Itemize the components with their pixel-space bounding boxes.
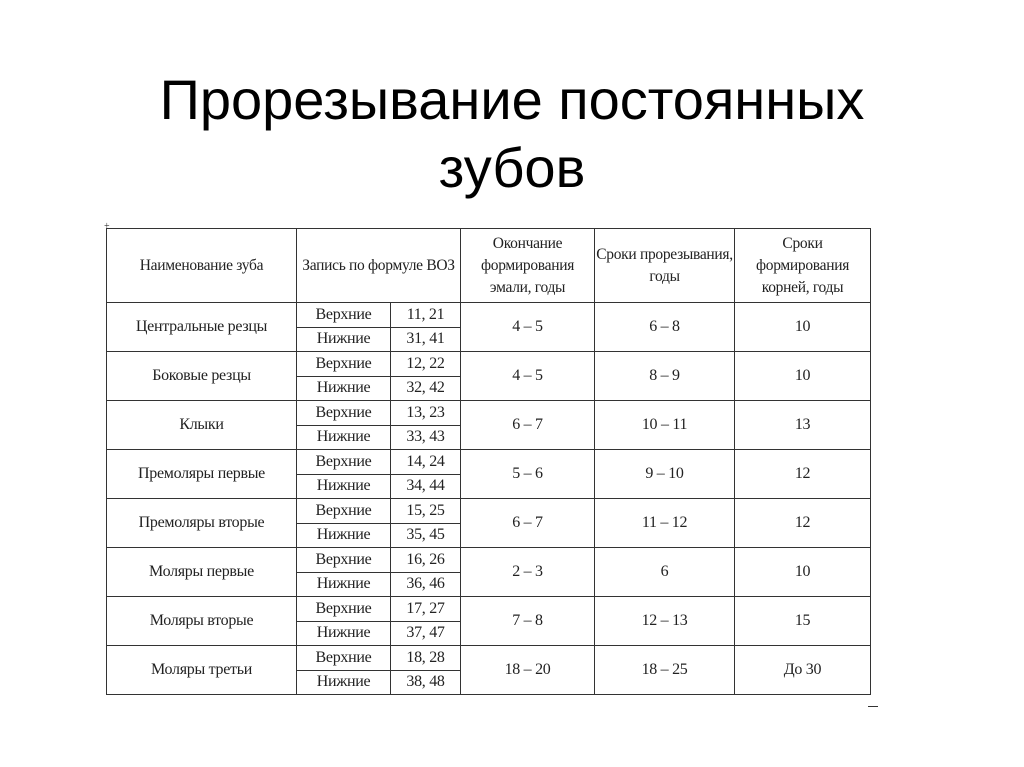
tooth-name-cell: Центральные резцы <box>107 303 297 352</box>
jaw-label-cell: Верхние <box>297 352 391 377</box>
eruption-cell: 11 – 12 <box>595 499 735 548</box>
jaw-label-cell: Верхние <box>297 450 391 475</box>
who-code-cell: 13, 23 <box>391 401 461 426</box>
header-who-formula: Запись по формуле ВОЗ <box>297 229 461 303</box>
slide-title-line: зубов <box>438 135 586 199</box>
jaw-label-cell: Нижние <box>297 474 391 499</box>
jaw-label-cell: Нижние <box>297 621 391 646</box>
jaw-label-cell: Нижние <box>297 376 391 401</box>
jaw-label-cell: Верхние <box>297 499 391 524</box>
table-row <box>107 646 871 671</box>
jaw-label-cell: Верхние <box>297 646 391 671</box>
table-row <box>107 499 871 524</box>
roots-cell: 12 <box>735 499 871 548</box>
corner-mark <box>868 706 878 707</box>
roots-cell: 10 <box>735 303 871 352</box>
who-code-cell: 16, 26 <box>391 548 461 573</box>
tooth-name-cell: Боковые резцы <box>107 352 297 401</box>
eruption-cell: 6 – 8 <box>595 303 735 352</box>
jaw-label-cell: Верхние <box>297 303 391 328</box>
teeth-eruption-table <box>106 228 871 695</box>
enamel-cell: 2 – 3 <box>461 548 595 597</box>
enamel-cell: 6 – 7 <box>461 499 595 548</box>
roots-cell: 15 <box>735 597 871 646</box>
roots-cell: 10 <box>735 548 871 597</box>
jaw-label-cell: Нижние <box>297 523 391 548</box>
who-code-cell: 33, 43 <box>391 425 461 450</box>
who-code-cell: 34, 44 <box>391 474 461 499</box>
enamel-cell: 4 – 5 <box>461 303 595 352</box>
roots-cell: 10 <box>735 352 871 401</box>
roots-cell: 12 <box>735 450 871 499</box>
table-row <box>107 597 871 622</box>
table-header-row <box>107 229 871 303</box>
who-code-cell: 38, 48 <box>391 670 461 695</box>
table-body <box>107 303 871 695</box>
enamel-cell: 18 – 20 <box>461 646 595 695</box>
teeth-table-container <box>106 228 870 695</box>
who-code-cell: 11, 21 <box>391 303 461 328</box>
jaw-label-cell: Нижние <box>297 327 391 352</box>
tooth-name-cell: Премоляры первые <box>107 450 297 499</box>
tooth-name-cell: Моляры первые <box>107 548 297 597</box>
roots-cell: До 30 <box>735 646 871 695</box>
tooth-name-cell: Клыки <box>107 401 297 450</box>
jaw-label-cell: Верхние <box>297 548 391 573</box>
table-row <box>107 401 871 426</box>
header-enamel: Окончание формирования эмали, годы <box>461 229 595 303</box>
eruption-cell: 9 – 10 <box>595 450 735 499</box>
eruption-cell: 12 – 13 <box>595 597 735 646</box>
jaw-label-cell: Верхние <box>297 597 391 622</box>
table-row <box>107 303 871 328</box>
tooth-name-cell: Моляры вторые <box>107 597 297 646</box>
who-code-cell: 12, 22 <box>391 352 461 377</box>
eruption-cell: 10 – 11 <box>595 401 735 450</box>
eruption-cell: 8 – 9 <box>595 352 735 401</box>
eruption-cell: 18 – 25 <box>595 646 735 695</box>
jaw-label-cell: Нижние <box>297 425 391 450</box>
who-code-cell: 37, 47 <box>391 621 461 646</box>
header-eruption: Сроки прорезывания, годы <box>595 229 735 303</box>
jaw-label-cell: Нижние <box>297 572 391 597</box>
enamel-cell: 4 – 5 <box>461 352 595 401</box>
enamel-cell: 6 – 7 <box>461 401 595 450</box>
who-code-cell: 31, 41 <box>391 327 461 352</box>
who-code-cell: 15, 25 <box>391 499 461 524</box>
who-code-cell: 14, 24 <box>391 450 461 475</box>
header-tooth-name: Наименование зуба <box>107 229 297 303</box>
slide-title <box>0 66 1024 202</box>
table-row <box>107 548 871 573</box>
who-code-cell: 36, 46 <box>391 572 461 597</box>
table-row <box>107 352 871 377</box>
who-code-cell: 35, 45 <box>391 523 461 548</box>
enamel-cell: 5 – 6 <box>461 450 595 499</box>
who-code-cell: 32, 42 <box>391 376 461 401</box>
jaw-label-cell: Нижние <box>297 670 391 695</box>
who-code-cell: 18, 28 <box>391 646 461 671</box>
jaw-label-cell: Верхние <box>297 401 391 426</box>
roots-cell: 13 <box>735 401 871 450</box>
header-roots: Сроки формирования корней, годы <box>735 229 871 303</box>
tooth-name-cell: Премоляры вторые <box>107 499 297 548</box>
who-code-cell: 17, 27 <box>391 597 461 622</box>
corner-mark: + <box>104 221 110 232</box>
table-row <box>107 450 871 475</box>
eruption-cell: 6 <box>595 548 735 597</box>
slide-title-line: Прорезывание постоянных <box>159 67 865 131</box>
enamel-cell: 7 – 8 <box>461 597 595 646</box>
tooth-name-cell: Моляры третьи <box>107 646 297 695</box>
